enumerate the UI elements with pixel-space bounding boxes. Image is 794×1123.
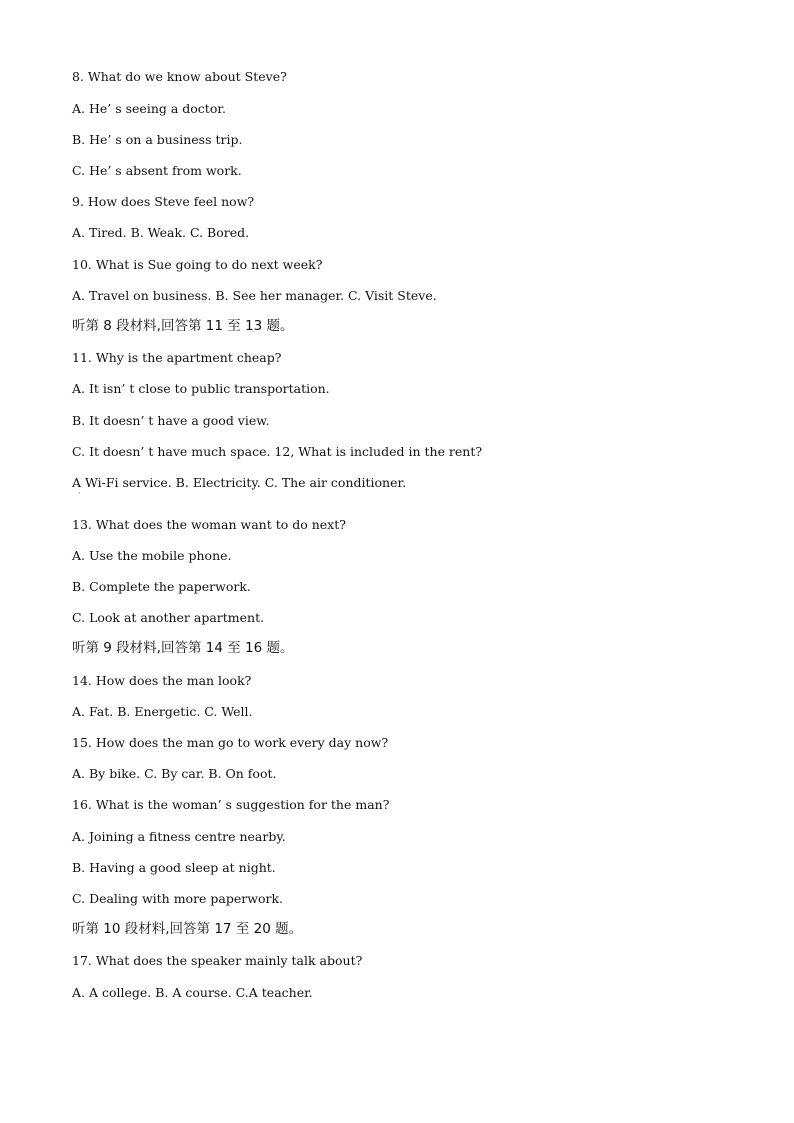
question-10: 10. What is Sue going to do next week? <box>72 257 323 272</box>
option-13c: C. Look at another apartment. <box>72 610 265 625</box>
section-heading-10: 听第 10 段材料,回答第 17 至 20 题。 <box>72 921 303 937</box>
options-9: A. Tired. B. Weak. C. Bored. <box>72 225 250 240</box>
question-13: 13. What does the woman want to do next? <box>72 517 346 532</box>
option-8c: C. He’ s absent from work. <box>72 163 242 178</box>
options-12: A Wi-Fi service. B. Electricity. C. The air conditioner. <box>72 475 407 490</box>
option-8a: A. He’ s seeing a doctor. <box>72 101 226 116</box>
option-11b: B. It doesn’ t have a good view. <box>72 413 270 428</box>
options-14: A. Fat. B. Energetic. C. Well. <box>72 704 253 719</box>
question-9: 9. How does Steve feel now? <box>72 194 255 209</box>
question-14: 14. How does the man look? <box>72 673 252 688</box>
stray-mark: · <box>78 489 81 498</box>
question-16: 16. What is the woman’ s suggestion for the man? <box>72 797 390 812</box>
option-11c-question-12: C. It doesn’ t have much space. 12, What is included in the rent? <box>72 444 483 459</box>
section-heading-9: 听第 9 段材料,回答第 14 至 16 题。 <box>72 640 294 656</box>
option-13b: B. Complete the paperwork. <box>72 579 251 594</box>
option-11a: A. It isn’ t close to public transportation. <box>72 381 330 396</box>
section-heading-8: 听第 8 段材料,回答第 11 至 13 题。 <box>72 318 294 334</box>
question-15: 15. How does the man go to work every day now? <box>72 735 389 750</box>
options-10: A. Travel on business. B. See her manager. C. Visit Steve. <box>72 288 437 303</box>
question-17: 17. What does the speaker mainly talk about? <box>72 953 363 968</box>
option-16b: B. Having a good sleep at night. <box>72 860 276 875</box>
options-15: A. By bike. C. By car. B. On foot. <box>72 766 277 781</box>
options-17: A. A college. B. A course. C.A teacher. <box>72 985 313 1000</box>
question-8: 8. What do we know about Steve? <box>72 69 287 84</box>
option-16a: A. Joining a fitness centre nearby. <box>72 829 286 844</box>
option-16c: C. Dealing with more paperwork. <box>72 891 284 906</box>
question-11: 11. Why is the apartment cheap? <box>72 350 282 365</box>
option-8b: B. He’ s on a business trip. <box>72 132 243 147</box>
option-13a: A. Use the mobile phone. <box>72 548 232 563</box>
